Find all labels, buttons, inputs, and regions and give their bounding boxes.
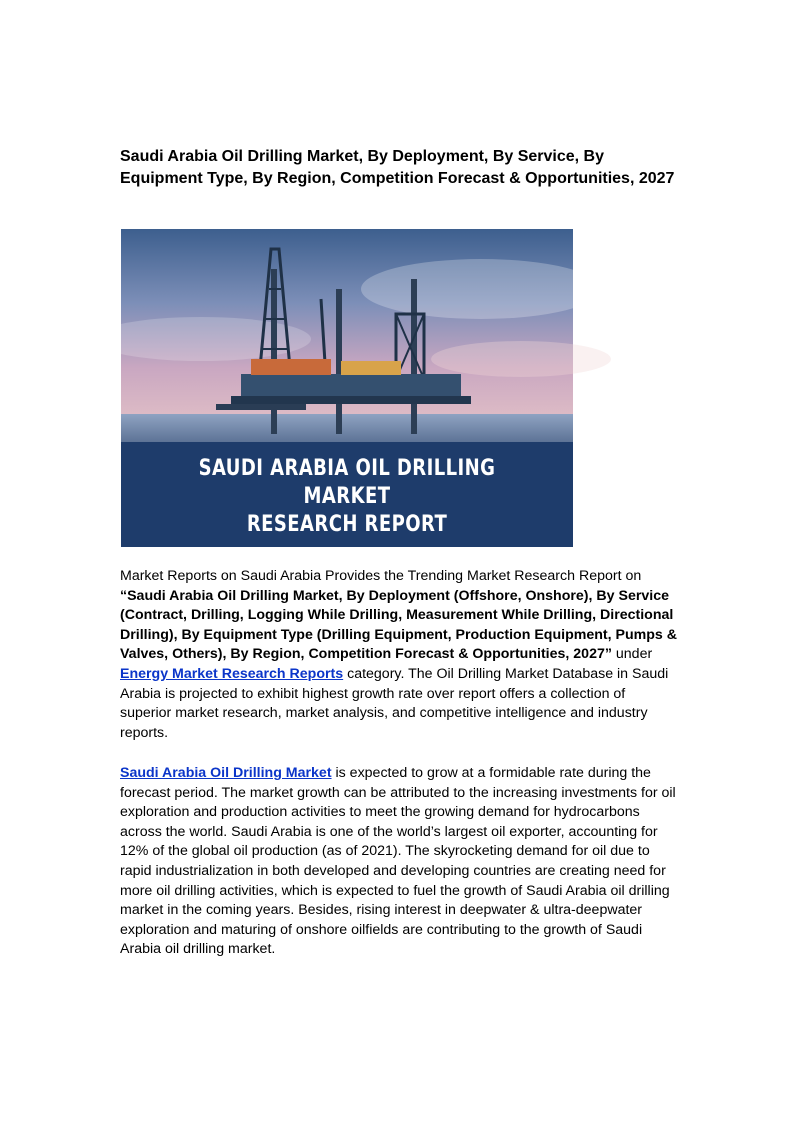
banner-title-line-1: SAUDI ARABIA OIL DRILLING MARKET (198, 456, 496, 509)
banner-website-url: www.marketreportsonsaudiarabia.com (222, 548, 472, 564)
market-overview-text: is expected to grow at a formidable rate during the forecast period. The market growth can be attributed to the increasing investments for oil exploration and production activities to meet the growing demand for hydrocarbons across the world. Saudi Arabia is one of the world’s largest oil exporter, accounting for 12% of the global oil production (as of 2021). The skyrocketing demand for oil due to rapid industrialization in both developed and developing countries are creating need for more oil drilling activities, which is expected to fuel the growth of Saudi Arabia oil drilling market in the coming years. Besides, rising interest in deepwater & ultra-deepwater exploration and maturing of onshore oilfields are contributing to the growth of Saudi Arabia oil drilling market. (120, 765, 676, 958)
intro-paragraph (120, 567, 680, 743)
banner-title-line-2: RESEARCH REPORT (246, 512, 448, 537)
report-cover-image (121, 229, 573, 564)
oil-drilling-market-link[interactable]: Saudi Arabia Oil Drilling Market (120, 765, 332, 781)
oil-rig-illustration (121, 229, 573, 442)
market-overview-paragraph (120, 764, 680, 960)
under-text: under (611, 646, 653, 663)
energy-reports-link[interactable]: Energy Market Research Reports (120, 665, 344, 682)
intro-text: Market Reports on Saudi Arabia Provides the Trending Market Research Report on (120, 568, 642, 584)
report-title: Saudi Arabia Oil Drilling Market, By Deployment, By Service, By Equipment Type, By Region, Competition Forecast & Opportunities, 2027 (120, 148, 675, 187)
intro-rest-text: category. The Oil Drilling Market Database in Saudi Arabia is projected to exhibit highest growth rate over report offers a collection of superior market research, market analysis, and competitive intelligence and industry reports. (120, 665, 669, 741)
report-cover-banner (121, 442, 573, 564)
report-full-title: “Saudi Arabia Oil Drilling Market, By Deployment (Offshore, Onshore), By Service (Contract, Drilling, Logging While Drilling, Measurement While Drilling, Directional Drilling), By Equipment Type (Drilling Equipment, Production Equipment, Pumps & Valves, Others), By Region, Competition Forecast & Opportunities, 2027” (120, 587, 677, 663)
